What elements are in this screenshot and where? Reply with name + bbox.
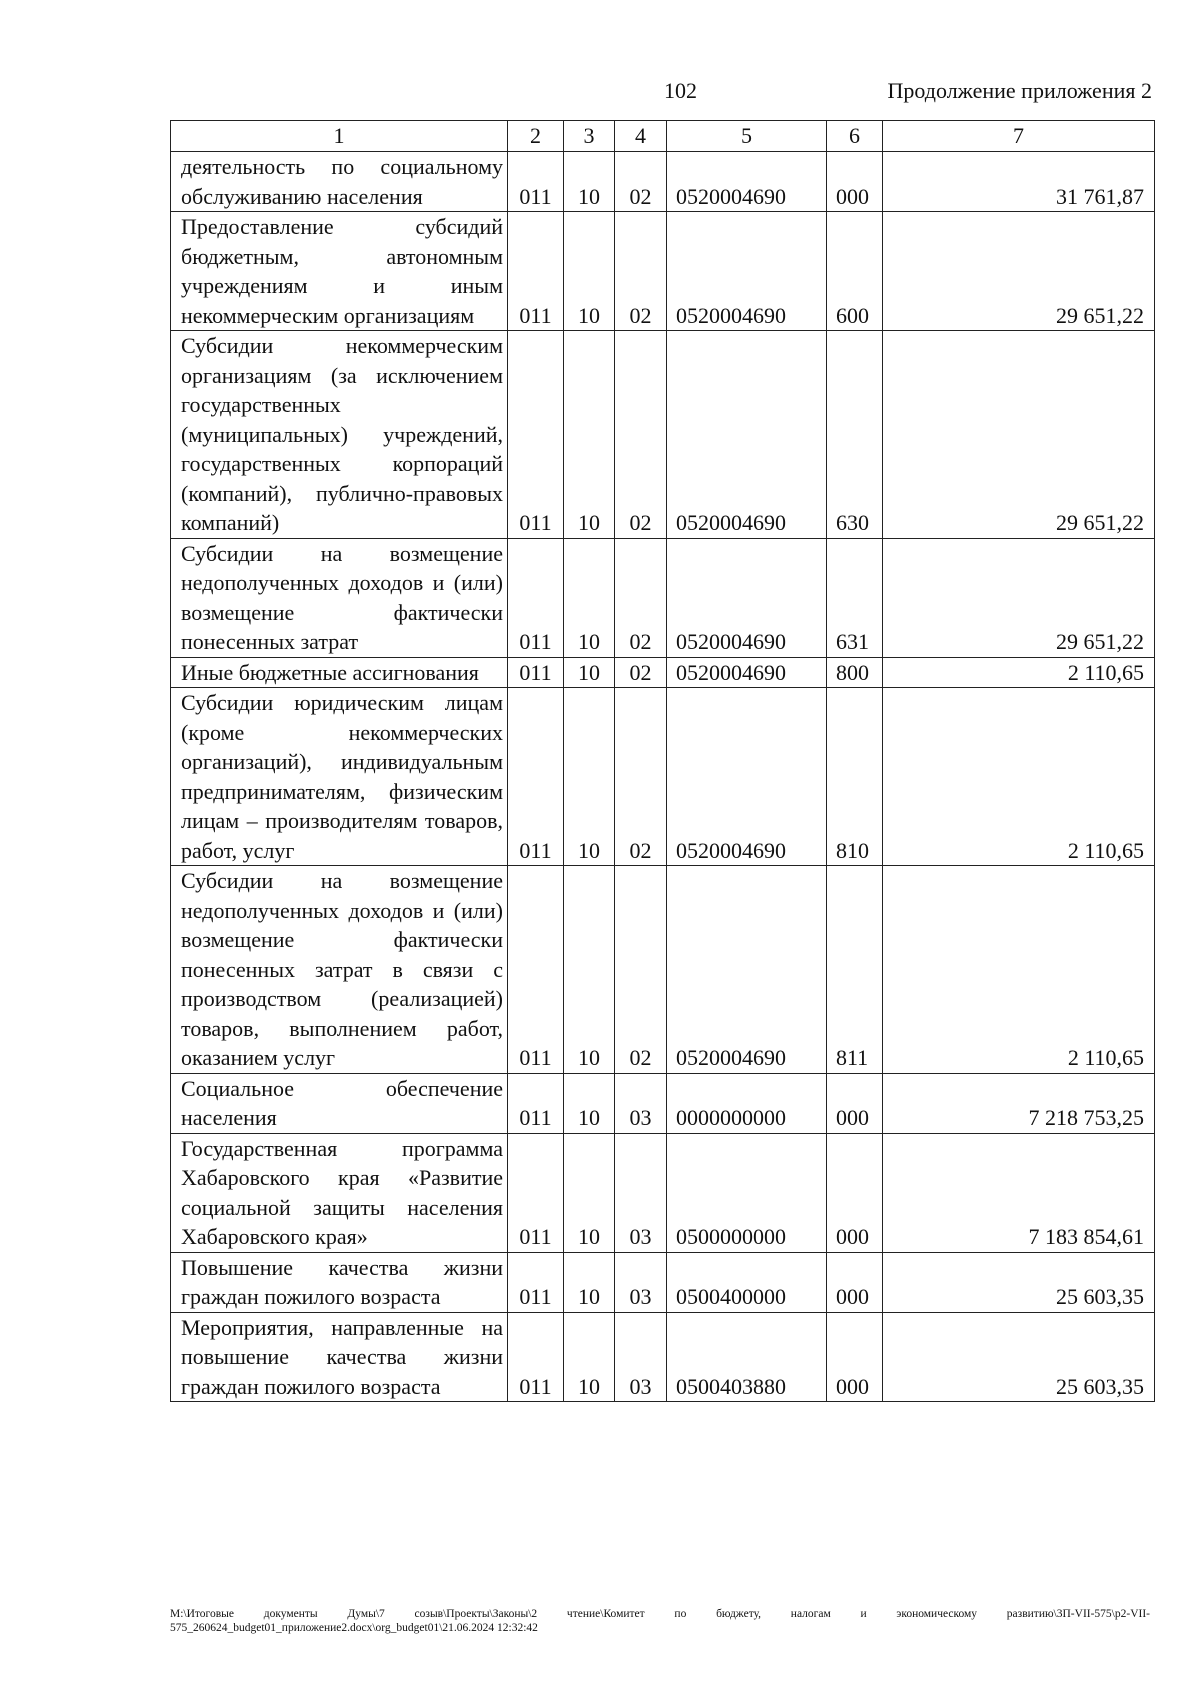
code-col4: 03 (615, 1312, 667, 1402)
code-col4: 03 (615, 1133, 667, 1252)
code-col2: 011 (508, 331, 564, 539)
code-col5: 0520004690 (667, 688, 827, 866)
item-name: Субсидии на возмещение недополученных доходов и (или) возмещение фактически понесенных затрат (171, 538, 508, 657)
table-header-row (171, 121, 1155, 152)
column-header: 2 (508, 121, 564, 152)
code-col6: 631 (827, 538, 883, 657)
code-col5: 0000000000 (667, 1073, 827, 1133)
code-col6: 600 (827, 212, 883, 331)
document-file-path: M:\Итоговые документы Думы\7 созыв\Проекты\Законы\2 чтение\Комитет по бюджету, налогам и экономическому развитию\3П-VII-575\р2-VII-575_260624_budget01_приложение2.docx\org_budget01\21.06.2024 12:32:42 (170, 1608, 1150, 1634)
table-row (171, 212, 1155, 331)
code-col2: 011 (508, 152, 564, 212)
code-col2: 011 (508, 1133, 564, 1252)
code-col2: 011 (508, 657, 564, 688)
code-col3: 10 (564, 1133, 615, 1252)
code-col6: 000 (827, 1133, 883, 1252)
code-col4: 02 (615, 688, 667, 866)
column-header: 1 (171, 121, 508, 152)
code-col2: 011 (508, 538, 564, 657)
table-row (171, 866, 1155, 1074)
table-row (171, 1252, 1155, 1312)
amount: 29 651,22 (883, 538, 1155, 657)
code-col3: 10 (564, 1252, 615, 1312)
table-row (171, 1073, 1155, 1133)
table-row (171, 657, 1155, 688)
amount: 2 110,65 (883, 866, 1155, 1074)
code-col4: 02 (615, 866, 667, 1074)
column-header: 7 (883, 121, 1155, 152)
column-header: 3 (564, 121, 615, 152)
code-col5: 0500403880 (667, 1312, 827, 1402)
continuation-label: Продолжение приложения 2 (887, 78, 1152, 103)
code-col4: 02 (615, 212, 667, 331)
code-col3: 10 (564, 1312, 615, 1402)
code-col5: 0520004690 (667, 866, 827, 1074)
code-col6: 000 (827, 152, 883, 212)
code-col4: 03 (615, 1073, 667, 1133)
code-col5: 0520004690 (667, 212, 827, 331)
item-name: Субсидии некоммерческим организациям (за исключением государственных (муниципальных) учреждений, государственных корпораций (компаний), публично-правовых компаний) (171, 331, 508, 539)
item-name: Социальное обеспечение населения (171, 1073, 508, 1133)
code-col5: 0500000000 (667, 1133, 827, 1252)
code-col3: 10 (564, 657, 615, 688)
code-col5: 0520004690 (667, 538, 827, 657)
code-col5: 0500400000 (667, 1252, 827, 1312)
table-row (171, 331, 1155, 539)
table-row (171, 152, 1155, 212)
item-name: Мероприятия, направленные на повышение качества жизни граждан пожилого возраста (171, 1312, 508, 1402)
amount: 2 110,65 (883, 688, 1155, 866)
amount: 7 218 753,25 (883, 1073, 1155, 1133)
code-col2: 011 (508, 688, 564, 866)
amount: 31 761,87 (883, 152, 1155, 212)
code-col4: 03 (615, 1252, 667, 1312)
page-number: 102 (664, 78, 697, 103)
amount: 29 651,22 (883, 331, 1155, 539)
code-col2: 011 (508, 1252, 564, 1312)
item-name: Субсидии на возмещение недополученных доходов и (или) возмещение фактически понесенных затрат в связи с производством (реализацией) товаров, выполнением работ, оказанием услуг (171, 866, 508, 1074)
code-col6: 000 (827, 1073, 883, 1133)
column-header: 5 (667, 121, 827, 152)
item-name: Субсидии юридическим лицам (кроме некоммерческих организаций), индивидуальным предпринимателям, физическим лицам – производителям товаров, работ, услуг (171, 688, 508, 866)
code-col2: 011 (508, 212, 564, 331)
code-col3: 10 (564, 152, 615, 212)
table-row (171, 688, 1155, 866)
code-col6: 000 (827, 1312, 883, 1402)
amount: 7 183 854,61 (883, 1133, 1155, 1252)
code-col2: 011 (508, 1312, 564, 1402)
code-col4: 02 (615, 152, 667, 212)
code-col3: 10 (564, 212, 615, 331)
item-name: Иные бюджетные ассигнования (171, 657, 508, 688)
code-col3: 10 (564, 538, 615, 657)
code-col4: 02 (615, 538, 667, 657)
code-col3: 10 (564, 1073, 615, 1133)
code-col5: 0520004690 (667, 657, 827, 688)
item-name: Предоставление субсидий бюджетным, автономным учреждениям и иным некоммерческим организациям (171, 212, 508, 331)
code-col4: 02 (615, 331, 667, 539)
column-header: 4 (615, 121, 667, 152)
code-col5: 0520004690 (667, 331, 827, 539)
code-col6: 000 (827, 1252, 883, 1312)
item-name: Государственная программа Хабаровского края «Развитие социальной защиты населения Хабаровского края» (171, 1133, 508, 1252)
code-col2: 011 (508, 1073, 564, 1133)
table-row (171, 538, 1155, 657)
code-col3: 10 (564, 331, 615, 539)
code-col6: 811 (827, 866, 883, 1074)
code-col5: 0520004690 (667, 152, 827, 212)
amount: 29 651,22 (883, 212, 1155, 331)
code-col6: 800 (827, 657, 883, 688)
code-col4: 02 (615, 657, 667, 688)
code-col6: 810 (827, 688, 883, 866)
item-name: Повышение качества жизни граждан пожилого возраста (171, 1252, 508, 1312)
item-name: деятельность по социальному обслуживанию населения (171, 152, 508, 212)
table-row (171, 1133, 1155, 1252)
amount: 25 603,35 (883, 1252, 1155, 1312)
code-col6: 630 (827, 331, 883, 539)
column-header: 6 (827, 121, 883, 152)
code-col3: 10 (564, 688, 615, 866)
amount: 25 603,35 (883, 1312, 1155, 1402)
amount: 2 110,65 (883, 657, 1155, 688)
table-row (171, 1312, 1155, 1402)
budget-table (170, 120, 1155, 1402)
code-col3: 10 (564, 866, 615, 1074)
code-col2: 011 (508, 866, 564, 1074)
